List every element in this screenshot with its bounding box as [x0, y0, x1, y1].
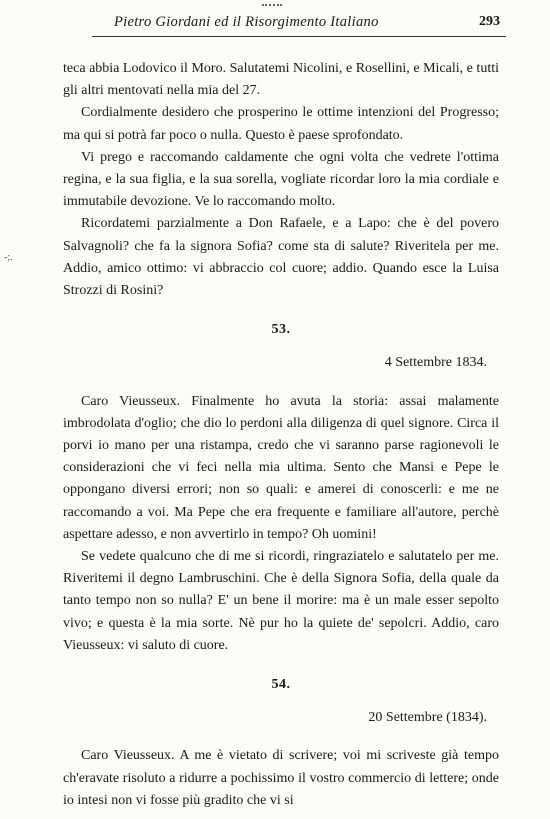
- paragraph: Vi prego e raccomando caldamente che ogni volta che vedrete l'ottima regina, e la sua figlia, e la sua sorella, vogliate ricordar loro la mia cordiale e immutabile devozione. Ve lo raccomando molto.: [63, 149, 499, 210]
- text-body: [63, 58, 499, 812]
- paragraph: teca abbia Lodovico il Moro. Salutatemi Nicolini, e Rosellini, e Micali, e tutti gli altri mentovati nella mia del 27.: [63, 61, 499, 99]
- paragraph: Ricordatemi parzialmente a Don Rafaele, e a Lapo: che è del povero Salvagnoli? che fa la signora Sofia? come sta di salute? Riveritela per me. Addio, amico ottimo: vi abbraccio col cuore; addio. Quando esce la Luisa Strozzi di Rosini?: [63, 216, 499, 299]
- letter-date: 20 Settembre (1834).: [368, 710, 487, 726]
- letter-number: 54.: [271, 677, 291, 693]
- paragraph: Cordialmente desidero che prosperino le ottime intenzioni del Progresso; ma qui si potrà far poco o nulla. Questo è paese sprofondato.: [63, 105, 499, 143]
- letter-number: 53.: [271, 322, 291, 338]
- paragraph: Caro Vieusseux. Finalmente ho avuta la storia: assai malamente imbrodolata d'oglio; che dio lo perdoni alla diligenza di quel signore. Circa il porvi io mano per una ristampa, credo che vi saranno parse ragionevoli le considerazioni che vi feci nella mia ultima. Sento che Mansi e Pepe le oppongano diversi errori; non so quali: e amerei di conoscerli: e me ne raccomando a voi. Ma Pepe che era frequente e familiare all'autore, perchè aspettare adesso, e non avvertirlo in tempo? Oh uomini!: [63, 393, 499, 542]
- page-number: 293: [479, 14, 500, 29]
- running-title: Pietro Giordani ed il Risorgimento Italiano: [114, 14, 379, 30]
- margin-mark: -;.: [4, 252, 13, 263]
- paragraph: Se vedete qualcuno che di me si ricordi, ringraziatelo e salutatelo per me. Riveritemi il degno Lambruschini. Che è della Signora Sofia, della quale da tanto tempo non so nulla? E' un bene il morire: ma è un male esser sepolto vivo; e questa è la mia sorte. Nè pur ho la quiete de' sepolcri. Addio, caro Vieusseux: vi saluto di cuore.: [63, 549, 499, 653]
- letter-date: 4 Settembre 1834.: [384, 355, 487, 371]
- paragraph: Caro Vieusseux. A me è vietato di scrivere; voi mi scriveste già tempo ch'eravate risoluto a ridurre a pochissimo il vostro commercio di lettere; onde io intesi non vi fosse più gradito che vi si: [63, 748, 499, 808]
- header-rule: [92, 36, 506, 37]
- running-header: [92, 14, 500, 36]
- top-speck: [262, 4, 282, 6]
